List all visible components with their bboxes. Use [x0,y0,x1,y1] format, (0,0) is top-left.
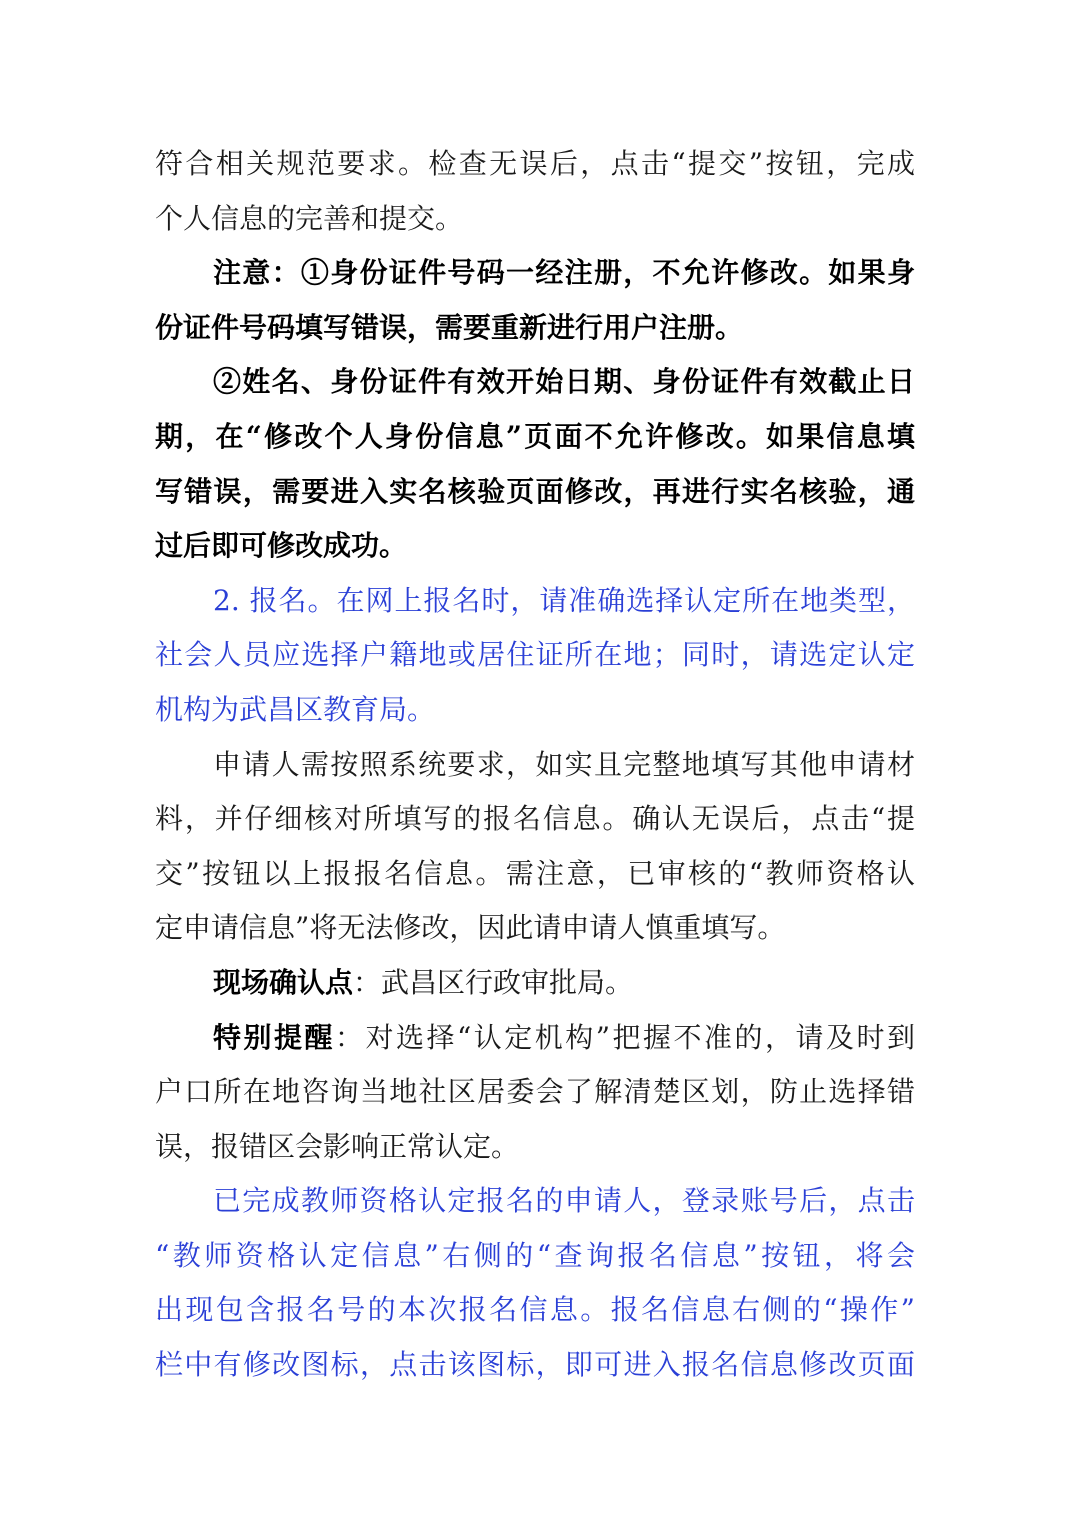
paragraph-1 [155,137,915,246]
paragraph-line: 已完成教师资格认定报名的申请人，登录账号后，点击 [213,1184,915,1218]
confirm-location-label: 现场确认点 [213,965,354,999]
paragraph-line [155,1011,915,1066]
paragraph-line: 机构为武昌区教育局。 [155,692,436,726]
paragraph-line [155,956,915,1011]
paragraph-line: 申请人需按照系统要求，如实且完整地填写其他申请材 [213,747,915,781]
special-reminder-text: ：对选择“认定机构”把握不准的，请及时到 [334,1020,915,1054]
paragraph-line: 户口所在地咨询当地社区居委会了解清楚区划，防止选择错 [155,1075,915,1109]
paragraph-line: ②姓名、身份证件有效开始日期、身份证件有效截止日 [213,365,915,399]
paragraph-8-query-info [155,1174,915,1392]
paragraph-line: 交”按钮以上报报名信息。需注意，已审核的“教师资格认 [155,856,915,890]
paragraph-line: 误，报错区会影响正常认定。 [155,1129,520,1163]
paragraph-5 [155,738,915,956]
paragraph-line: 社会人员应选择户籍地或居住证所在地；同时，请选定认定 [155,638,915,672]
document-page [155,137,915,1393]
paragraph-line: 注意：①身份证件号码一经注册，不允许修改。如果身 [213,256,915,290]
paragraph-line: 过后即可修改成功。 [155,529,408,563]
paragraph-line: 出现包含报名号的本次报名信息。报名信息右侧的“操作” [155,1293,915,1327]
paragraph-2-notice [155,246,915,355]
paragraph-line: 料，并仔细核对所填写的报名信息。确认无误后，点击“提 [155,802,915,836]
paragraph-6-confirm-location [155,956,915,1011]
paragraph-line: 个人信息的完善和提交。 [155,201,464,235]
paragraph-line: 符合相关规范要求。检查无误后，点击“提交”按钮，完成 [155,147,915,180]
paragraph-line: 写错误，需要进入实名核验页面修改，再进行实名核验，通 [155,474,915,508]
paragraph-4-registration [155,574,915,738]
paragraph-line: “教师资格认定信息”右侧的“查询报名信息”按钮，将会 [155,1238,915,1272]
confirm-location-text: ：武昌区行政审批局。 [353,965,634,999]
paragraph-line: 栏中有修改图标，点击该图标，即可进入报名信息修改页面 [155,1348,915,1382]
paragraph-line: 期，在“修改个人身份信息”页面不允许修改。如果信息填 [155,419,915,453]
paragraph-3-notice [155,355,915,573]
paragraph-line: 份证件号码填写错误，需要重新进行用户注册。 [155,310,744,344]
paragraph-7-special-reminder [155,1011,915,1175]
paragraph-line: 定申请信息”将无法修改，因此请申请人慎重填写。 [155,911,786,945]
special-reminder-label: 特别提醒 [213,1020,335,1054]
paragraph-line: 2. 报名。在网上报名时，请准确选择认定所在地类型， [213,583,915,617]
